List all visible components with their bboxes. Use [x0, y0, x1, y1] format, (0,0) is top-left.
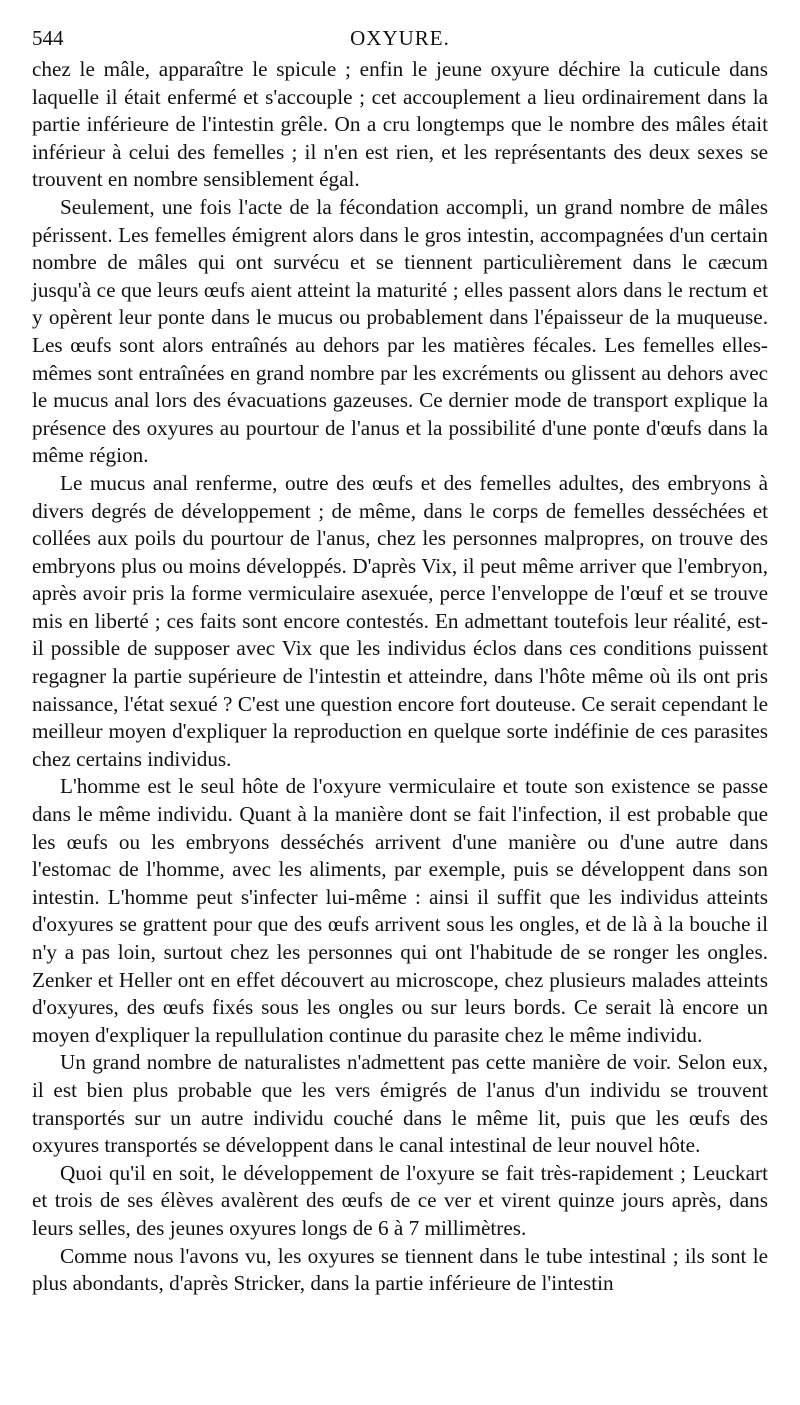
book-page	[32, 22, 768, 1298]
paragraph-mucus-anal: Le mucus anal renferme, outre des œufs et des femelles adultes, des embryons à divers degrés de développement ; de même, dans le corps de femelles desséchées et collées aux poils du pourtour de l'anus, chez les personnes malpropres, on trouve des embryons plus ou moins développés. D'après Vix, il peut même arriver que l'embryon, après avoir pris la forme vermiculaire asexuée, perce l'enveloppe de l'œuf et se trouve mis en liberté ; ces faits sont encore contestés. En admettant toutefois leur réalité, est-il possible de supposer avec Vix que les individus éclos dans ces conditions puissent regagner la partie supérieure de l'intestin et atteindre, dans l'hôte même où ils ont pris naissance, l'état sexué ? C'est une question encore fort douteuse. Ce serait cependant le meilleur moyen d'expliquer la reproduction en quelque sorte indéfinie de ces parasites chez certains individus.	[32, 470, 768, 771]
paragraph-tube-intestinal: Comme nous l'avons vu, les oxyures se tiennent dans le tube intestinal ; ils sont le plus abondants, d'après Stricker, dans la partie inférieure de l'intestin	[32, 1243, 768, 1296]
running-title: OXYURE.	[350, 26, 450, 50]
paragraph-naturalistes: Un grand nombre de naturalistes n'admettent pas cette manière de voir. Selon eux, il est bien plus probable que les vers émigrés de l'anus d'un individu se trouvent transportés sur un autre individu couché dans le même lit, puis que les œufs des oxyures transportés se développent dans le canal intestinal de leur nouvel hôte.	[32, 1050, 768, 1158]
paragraph-fecondation: Seulement, une fois l'acte de la fécondation accompli, un grand nombre de mâles périssent. Les femelles émigrent alors dans le gros intestin, accompagnées d'un certain nombre de mâles qui ont survécu et se tiennent particulièrement dans le cæcum jusqu'à ce que leurs œufs aient atteint la maturité ; elles passent alors dans le rectum et y opèrent leur ponte dans le mucus ou probablement dans l'épaisseur de la muqueuse. Les œufs sont alors entraînés au dehors par les matières fécales. Les femelles elles-mêmes sont entraînées en grand nombre par les excréments ou glissent au dehors avec le mucus anal lors des évacuations gazeuses. Ce dernier mode de transport explique la présence des oxyures au pourtour de l'anus et la possibilité d'une ponte d'œufs dans la même région.	[32, 194, 768, 468]
paragraph-infection: L'homme est le seul hôte de l'oxyure vermiculaire et toute son existence se passe dans le même individu. Quant à la manière dont se fait l'infection, il est probable que les œufs ou les embryons desséchés arrivent d'une manière ou d'une autre dans l'estomac de l'homme, avec les aliments, par exemple, puis se développent dans son intestin. L'homme peut s'infecter lui-même : ainsi il suffit que les individus atteints d'oxyures se grattent pour que des œufs arrivent sous les ongles, et de là à la bouche il n'y a pas loin, surtout chez les personnes qui ont l'habitude de se ronger les ongles. Zenker et Heller ont en effet découvert au microscope, chez plusieurs malades atteints d'oxyures, des œufs fixés sous les ongles ou sur leurs bords. Ce serait là encore un moyen d'expliquer la repullulation continue du parasite chez le même individu.	[32, 774, 768, 1047]
page-number: 544	[32, 26, 64, 50]
paragraph-developpement: Quoi qu'il en soit, le développement de l'oxyure se fait très-rapidement ; Leuckart et trois de ses élèves avalèrent des œufs de ce ver et virent quinze jours après, dans leurs selles, des jeunes oxyures longs de 6 à 7 millimètres.	[32, 1160, 768, 1240]
page-header	[32, 22, 768, 54]
paragraph-continued: chez le mâle, apparaître le spicule ; enfin le jeune oxyure déchire la cuticule dans laquelle il était enfermé et s'accouple ; cet accouplement a lieu ordinairement dans la partie inférieure de l'intestin grêle. On a cru longtemps que le nombre des mâles était inférieur à celui des femelles ; il n'en est rien, et les représentants des deux sexes se trouvent en nombre sensiblement égal.	[32, 57, 768, 192]
body-text	[32, 56, 768, 1298]
